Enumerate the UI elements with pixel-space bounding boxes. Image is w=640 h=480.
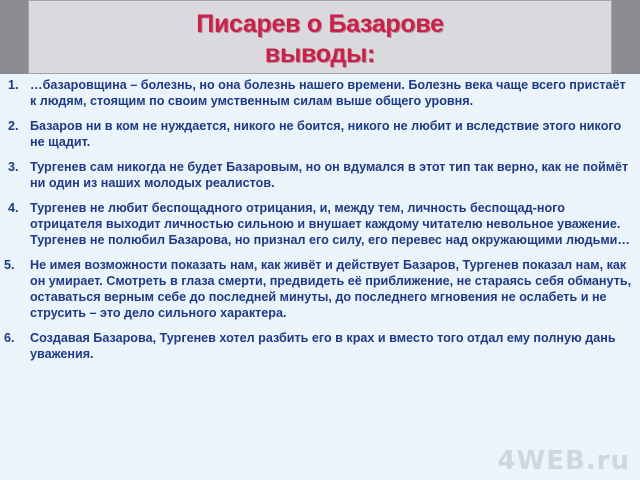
conclusions-list: [0, 77, 640, 362]
item-number: 3.: [8, 160, 19, 174]
list-item-2: [0, 118, 640, 150]
list-item-3: [0, 159, 640, 191]
title-box: [28, 0, 612, 74]
item-number: 2.: [8, 119, 19, 133]
watermark: 4WEB.ru: [497, 446, 630, 476]
item-text: Не имея возможности показать нам, как живёт и действует Базаров, Тургенев показал нам, как он умирает. Смотреть в глаза смерти, предвидеть её приближение, не стараясь себя обмануть, оставаться верным себе до последней минуты, до последнего мгновения не ослабеть и не струсить – это дело сильного характера.: [30, 258, 632, 320]
slide-subtitle: выводы:: [264, 40, 376, 68]
item-number: 4.: [8, 201, 19, 215]
item-number: 5.: [4, 258, 15, 272]
list-item-4: [0, 200, 640, 248]
item-text: …базаровщина – болезнь, но она болезнь нашего времени. Болезнь века чаще всего пристаёт к людям, стоящим по своим умственным силам выше общего уровня.: [30, 78, 626, 108]
list-item-6: [0, 330, 640, 362]
item-number: 1.: [8, 78, 19, 92]
item-text: Базаров ни в ком не нуждается, никого не боится, никого не любит и вследствие этого никого не щадит.: [30, 119, 622, 149]
item-text: Тургенев сам никогда не будет Базаровым, но он вдумался в этот тип так верно, как не поймёт ни один из наших молодых реалистов.: [30, 160, 629, 190]
list-item-5: [0, 257, 640, 321]
slide-title: Писарев о Базарове: [196, 10, 444, 38]
list-item-1: [0, 77, 640, 109]
item-text: Тургенев не любит беспощадного отрицания, и, между тем, личность беспощад-ного отрицателя выходит личностью сильною и внушает каждому читателю невольное уважение. Тургенев не полюбил Базарова, но признал его силу, его перевес над окружающими людьми…: [30, 201, 630, 247]
item-number: 6.: [4, 331, 15, 345]
item-text: Создавая Базарова, Тургенев хотел разбить его в крах и вместо того отдал ему полную дань уважения.: [30, 331, 616, 361]
content-panel: [0, 74, 640, 480]
